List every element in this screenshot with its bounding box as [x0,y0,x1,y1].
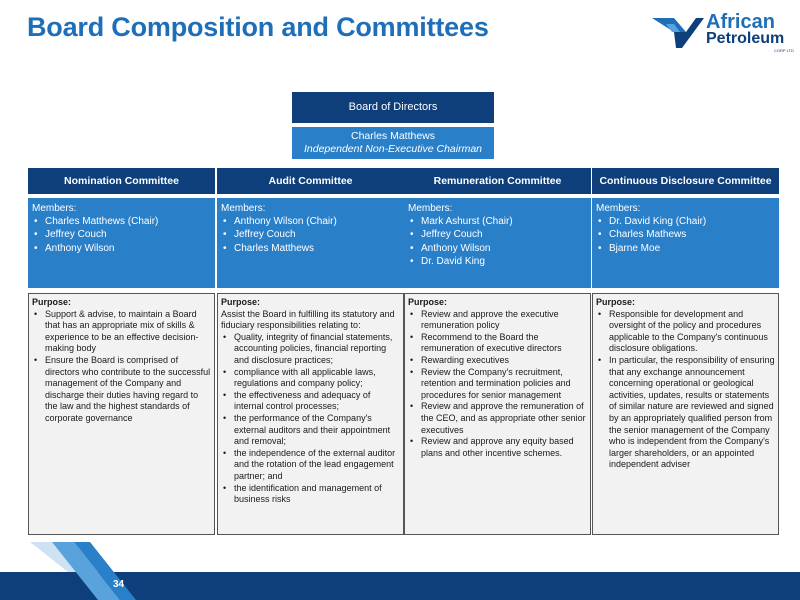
members-list [32,215,212,255]
member-item: • Dr. David King [408,255,588,268]
member-item: • Bjarne Moe [596,242,776,255]
member-item: • Jeffrey Couch [32,228,212,241]
committee-3-purpose-box [404,293,591,535]
purpose-item: • Rewarding executives [408,355,587,367]
logo-text-petroleum: Petroleum [706,30,785,47]
member-item: • Charles Matthews [221,242,401,255]
members-list [408,215,588,268]
committee-4-header: Continuous Disclosure Committee [592,168,779,194]
members-list [596,215,776,255]
chairman-role: Independent Non-Executive Chairman [303,143,483,155]
purpose-list [221,332,400,506]
page-number: 34 [113,579,125,590]
member-item: • Jeffrey Couch [408,228,588,241]
purpose-label: Purpose: [221,297,261,307]
purpose-list [32,309,211,425]
purpose-item: • Support & advise, to maintain a Board that has an appropriate mix of skills & experience to be an effective decision-making body [32,309,211,355]
purpose-label: Purpose: [32,297,72,307]
chairman-name: Charles Matthews [350,130,436,142]
purpose-item: • Quality, integrity of financial statements, accounting policies, financial reporting and disclosure practices; [221,332,400,367]
board-of-directors-header: Board of Directors [292,92,494,123]
purpose-item: • Ensure the Board is comprised of directors who contribute to the successful management of the Company and discharge their duties having regard to the law and the highest standards of corporate governance [32,355,211,425]
member-item: • Mark Ashurst (Chair) [408,215,588,228]
company-logo [652,10,797,52]
purpose-item: • compliance with all applicable laws, regulations and company policy; [221,367,400,390]
logo-subtext: CORP LTD [774,48,794,53]
member-item: • Anthony Wilson [408,242,588,255]
purpose-item: • the performance of the Company's external auditors and their appointment and removal; [221,413,400,448]
purpose-item: • Review and approve any equity based plans and other incentive schemes. [408,436,587,459]
members-label: Members: [596,203,641,214]
member-item: • Anthony Wilson [32,242,212,255]
committee-2-purpose-box [217,293,404,535]
committee-1-purpose-box [28,293,215,535]
committee-2-members-box [217,198,404,288]
committee-3-header: Remuneration Committee [404,168,591,194]
member-item: • Dr. David King (Chair) [596,215,776,228]
purpose-list [408,309,587,460]
purpose-item: • Review and approve the executive remuneration policy [408,309,587,332]
purpose-label: Purpose: [596,297,636,307]
purpose-list [596,309,775,471]
committee-4-purpose-box [592,293,779,535]
purpose-item: • the effectiveness and adequacy of internal control processes; [221,390,400,413]
members-label: Members: [408,203,453,214]
logo-bird-icon [652,14,704,50]
member-item: • Charles Mathews [596,228,776,241]
page-title: Board Composition and Committees [27,12,489,42]
committee-1-header: Nomination Committee [28,168,215,194]
member-item: • Anthony Wilson (Chair) [221,215,401,228]
members-label: Members: [32,203,77,214]
logo-text-african: African [706,11,775,33]
committee-3-members-box [404,198,591,288]
chairman-box [292,127,494,159]
committee-4-members-box [592,198,779,288]
purpose-item: • Review and approve the remuneration of the CEO, and as appropriate other senior executives [408,401,587,436]
purpose-item: • the independence of the external auditor and the rotation of the lead engagement partner; and [221,448,400,483]
purpose-item: • Review the Company's recruitment, retention and termination policies and procedures for senior management [408,367,587,402]
footer-chevron-decoration [30,542,150,600]
purpose-intro: Assist the Board in fulfilling its statutory and fiduciary responsibilities relating to: [221,308,395,331]
members-label: Members: [221,203,266,214]
members-list [221,215,401,255]
purpose-item: • the identification and management of business risks [221,483,400,506]
purpose-item: • Recommend to the Board the remuneration of executive directors [408,332,587,355]
purpose-item: • Responsible for development and oversight of the policy and procedures applicable to the Company's continuous disclosure obligations. [596,309,775,355]
member-item: • Charles Matthews (Chair) [32,215,212,228]
committee-2-header: Audit Committee [217,168,404,194]
committee-1-members-box [28,198,215,288]
purpose-item: • In particular, the responsibility of ensuring that any exchange announcement concerning operational or geological activities, updates, results or statements of similar nature are reviewed and signed by an appropriately qualified person from the senior management of the Company who is independent from the Company's larger shareholders, or an appointed independent adviser [596,355,775,471]
purpose-label: Purpose: [408,297,448,307]
member-item: • Jeffrey Couch [221,228,401,241]
